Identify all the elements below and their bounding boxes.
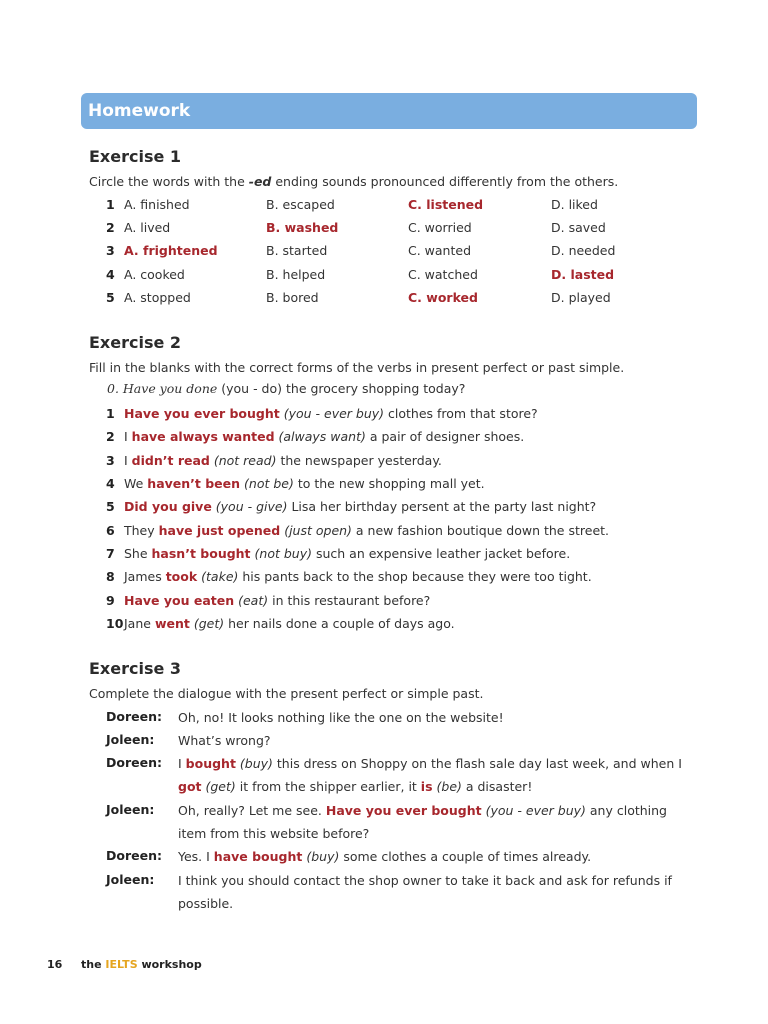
item-post: a pair of designer shoes. [365,429,525,444]
answer-option: D. lasted [551,267,615,282]
item-number: 6 [106,523,115,538]
brand-text: the [81,958,106,971]
item-number: 2 [106,429,115,444]
item-text [124,521,609,541]
item-post: clothes from that store? [384,406,538,421]
dialogue-line [0,752,768,798]
exercise-3-title: Exercise 3 [89,659,182,678]
option: C. worried [408,220,472,235]
verb-hint: (not be) [240,476,294,491]
speech-text [178,729,698,752]
item-number: 3 [106,453,115,468]
speech-segment: a disaster! [461,779,533,794]
answer-option: C. worked [408,290,478,305]
speech-segment: I [178,756,186,771]
list-item [0,591,768,611]
item-pre: She [124,546,152,561]
item-post: her nails done a couple of days ago. [224,616,455,631]
verb-hint: (take) [197,569,239,584]
speech-segment: What’s wrong? [178,733,271,748]
dialogue-line [0,706,768,729]
answer-text: have always wanted [131,429,275,444]
item-pre: I [124,453,132,468]
list-item [0,427,768,447]
item-text [124,591,430,611]
exercise-2-title: Exercise 2 [89,333,182,352]
option: D. liked [551,197,598,212]
answer-text: have bought [213,849,303,864]
speech-text [178,869,698,915]
speech-text [178,752,698,798]
speech-segment: any clothing item from this website before? [178,803,667,841]
item-post: in this restaurant before? [268,593,431,608]
verb-hint: (be) [432,779,462,794]
example-hint: (you - do) [217,381,283,396]
speech-segment: I think you should contact the shop owner to take it back and ask for refunds if possible. [178,873,672,911]
item-number: 1 [106,197,115,212]
option: B. escaped [266,197,335,212]
verb-hint: (buy) [302,849,340,864]
dialogue-line [0,869,768,915]
exercise-1-title: Exercise 1 [89,147,182,166]
item-post: to the new shopping mall yet. [293,476,485,491]
instruction-text: ending sounds pronounced differently from the others. [271,174,619,189]
verb-hint: (not read) [209,453,277,468]
answer-text: Have you ever bought [124,406,280,421]
item-post: the newspaper yesterday. [276,453,442,468]
item-pre: They [124,523,159,538]
speech-segment: Yes. I [178,849,214,864]
speech-segment: Oh, really? Let me see. [178,803,326,818]
option: A. cooked [124,267,185,282]
item-number: 5 [106,290,115,305]
item-number: 7 [106,546,115,561]
verb-hint: (get) [201,779,236,794]
speech-text [178,706,698,729]
brand-logo [81,957,202,973]
example-rest: the grocery shopping today? [282,381,466,396]
page-number: 16 [47,958,63,971]
item-text [124,497,596,517]
item-text [124,451,442,471]
speaker-name: Doreen: [106,755,162,770]
speech-text [178,845,698,868]
item-pre: James [124,569,166,584]
item-text [124,427,524,447]
item-post: a new fashion boutique down the street. [351,523,610,538]
answer-text: took [165,569,198,584]
verb-hint: (just open) [280,523,352,538]
answer-text: is [420,779,433,794]
answer-text: didn’t read [131,453,210,468]
exercise-1-instruction [89,174,618,190]
speech-segment: some clothes a couple of times already. [339,849,592,864]
item-number: 5 [106,499,115,514]
dialogue-line [0,799,768,845]
dialogue-line [0,729,768,752]
option: D. saved [551,220,606,235]
item-number: 10 [106,616,124,631]
list-item [0,404,768,424]
item-text [124,404,538,424]
homework-banner [81,93,697,129]
verb-hint: (you - give) [211,499,288,514]
speaker-name: Doreen: [106,709,162,724]
brand-accent-text: IELTS [105,958,138,971]
item-number: 1 [106,406,115,421]
item-number: 4 [106,267,115,282]
option: C. wanted [408,243,472,258]
speech-segment: this dress on Shoppy on the flash sale day last week, and when I [272,756,682,771]
item-number: 4 [106,476,115,491]
verb-hint: (eat) [234,593,269,608]
speech-segment: it from the shipper earlier, it [235,779,421,794]
answer-text: Did you give [124,499,212,514]
option: A. stopped [124,290,191,305]
list-item [0,614,768,634]
option: A. lived [124,220,171,235]
verb-hint: (get) [189,616,225,631]
exercise-3-instruction: Complete the dialogue with the present perfect or simple past. [89,686,484,701]
item-number: 8 [106,569,115,584]
answer-text: Have you ever bought [325,803,482,818]
answer-text: went [154,616,190,631]
item-pre: I [124,429,132,444]
exercise-2-instruction: Fill in the blanks with the correct forms of the verbs in present perfect or past simple. [89,360,625,375]
option: D. needed [551,243,616,258]
speaker-name: Doreen: [106,848,162,863]
list-item [0,544,768,564]
option: D. played [551,290,611,305]
item-post: Lisa her birthday persent at the party last night? [287,499,597,514]
answer-option: A. frightened [124,243,218,258]
list-item [0,521,768,541]
option: B. helped [266,267,326,282]
verb-hint: (you - ever buy) [279,406,385,421]
speech-segment: Oh, no! It looks nothing like the one on the website! [178,710,504,725]
answer-text: got [178,779,202,794]
item-number: 9 [106,593,115,608]
item-text [124,567,592,587]
option: B. started [266,243,328,258]
list-item [0,567,768,587]
item-text [124,614,455,634]
verb-hint: (you - ever buy) [481,803,586,818]
speaker-name: Joleen: [106,732,155,747]
answer-text: bought [185,756,236,771]
list-item [0,474,768,494]
list-item [0,289,768,307]
item-text [124,544,570,564]
list-item [0,196,768,214]
speech-text [178,799,698,845]
answer-text: have just opened [158,523,281,538]
answer-text: Have you eaten [124,593,235,608]
handwritten-example: 0. Have you done [107,381,218,396]
item-pre: Jane [124,616,155,631]
instruction-text: Circle the words with the [89,174,249,189]
example-line [0,379,768,399]
verb-hint: (not buy) [250,546,312,561]
list-item [0,242,768,260]
item-post: such an expensive leather jacket before. [311,546,571,561]
answer-text: hasn’t bought [151,546,251,561]
item-number: 3 [106,243,115,258]
answer-text: haven’t been [147,476,241,491]
item-text [124,474,485,494]
item-post: his pants back to the shop because they were too tight. [238,569,592,584]
list-item [0,451,768,471]
option: C. watched [408,267,478,282]
instruction-emphasis: -ed [248,174,272,189]
dialogue-line [0,845,768,868]
list-item [0,219,768,237]
item-pre: We [124,476,148,491]
verb-hint: (buy) [235,756,273,771]
item-number: 2 [106,220,115,235]
banner-title: Homework [88,101,191,121]
option: B. bored [266,290,319,305]
option: A. finished [124,197,190,212]
answer-option: C. listened [408,197,484,212]
list-item [0,497,768,517]
speaker-name: Joleen: [106,802,155,817]
verb-hint: (always want) [274,429,366,444]
list-item [0,266,768,284]
speaker-name: Joleen: [106,872,155,887]
answer-option: B. washed [266,220,339,235]
brand-text: workshop [137,958,202,971]
